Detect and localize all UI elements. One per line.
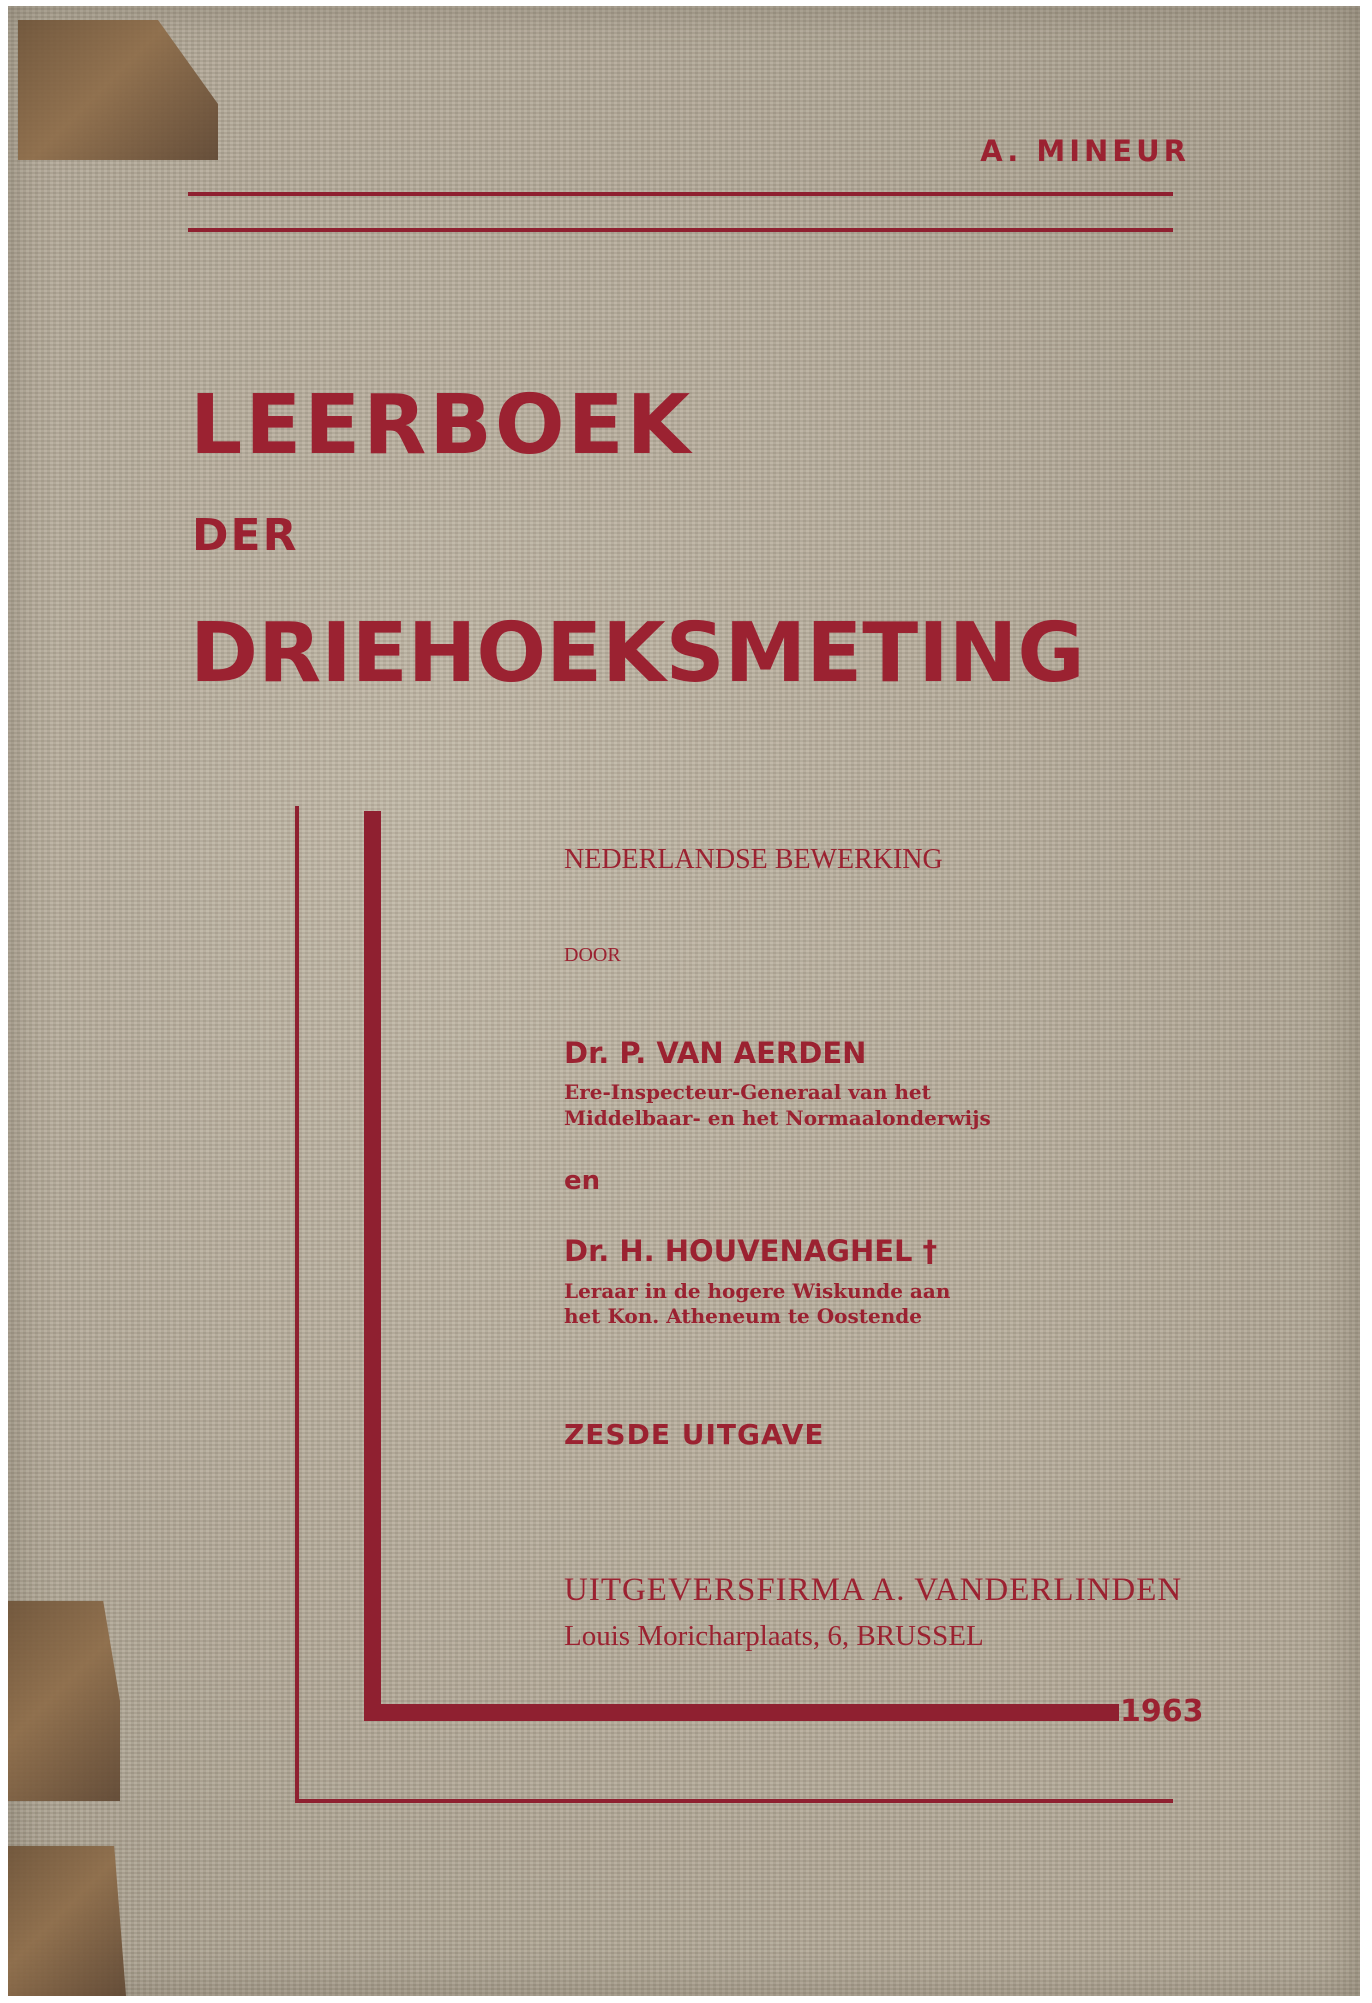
book-cover: [8, 6, 1360, 1996]
author1-role-line2: Middelbaar- en het Normaalonderwijs: [564, 1106, 991, 1130]
tape-top: [18, 20, 218, 160]
edition: ZESDE UITGAVE: [564, 1418, 825, 1451]
author2-role-line1: Leraar in de hogere Wiskunde aan: [564, 1279, 951, 1303]
frame-outer-horizontal: [298, 1799, 1173, 1803]
tape-bottom: [8, 1846, 126, 1996]
frame-outer-vertical: [295, 806, 299, 1803]
author2-role-line2: het Kon. Atheneum te Oostende: [564, 1304, 922, 1328]
series-author: A. MINEUR: [980, 134, 1190, 168]
author1-name: Dr. P. VAN AERDEN: [564, 1036, 867, 1070]
publication-year: 1963: [1120, 1694, 1204, 1729]
conjunction: en: [564, 1166, 601, 1196]
author1-role-line1: Ere-Inspecteur-Generaal van het: [564, 1080, 931, 1104]
subtitle: NEDERLANDSE BEWERKING: [564, 844, 943, 875]
title-line-1: LEERBOEK: [190, 378, 694, 473]
by-label: DOOR: [564, 944, 621, 966]
header-rule-lower: [188, 228, 1173, 232]
publisher-name: UITGEVERSFIRMA A. VANDERLINDEN: [564, 1572, 1183, 1608]
frame-inner-horizontal: [364, 1704, 1119, 1721]
publisher-address: Louis Moricharplaats, 6, BRUSSEL: [564, 1620, 984, 1652]
frame-inner-vertical: [364, 811, 381, 1721]
header-rule-upper: [188, 192, 1173, 196]
author2-name: Dr. H. HOUVENAGHEL †: [564, 1234, 938, 1268]
title-line-3: DRIEHOEKSMETING: [190, 606, 1085, 701]
title-line-2: DER: [192, 510, 299, 561]
tape-middle: [8, 1601, 120, 1801]
